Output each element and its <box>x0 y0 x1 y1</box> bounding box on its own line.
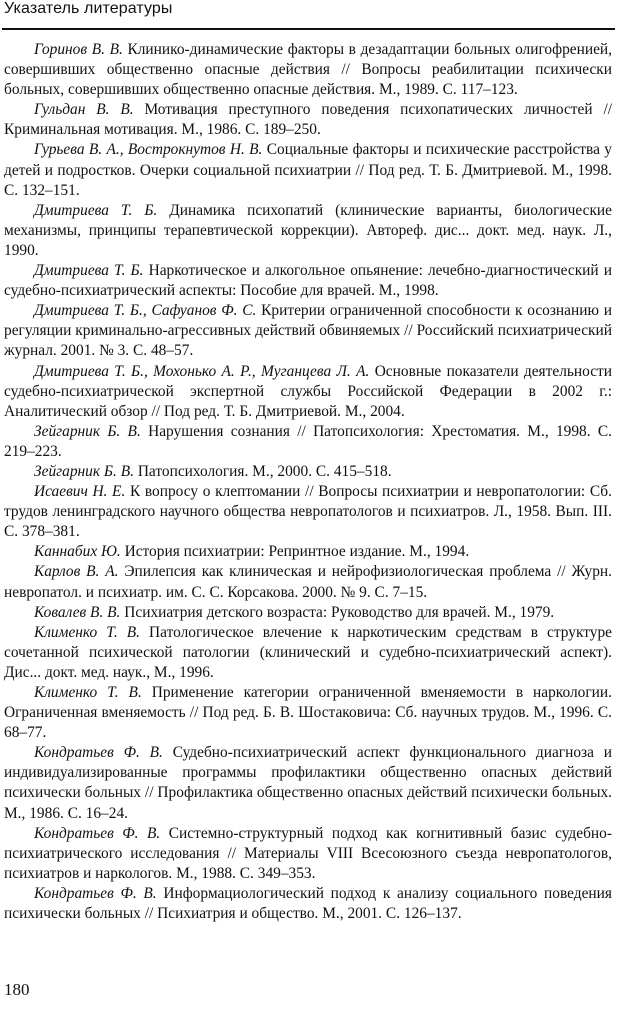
reference-text: Динамика психопатий (клинические варианты, биологические механизмы, принципы терапевтической коррекции). Автореф. дис... докт. мед. наук. Л., 1990. <box>4 201 612 259</box>
header-rule <box>2 28 615 30</box>
reference-author: Ковалев В. В. <box>34 603 121 621</box>
reference-author: Клименко Т. В. <box>34 684 142 701</box>
reference-entry <box>4 462 612 482</box>
reference-entry <box>4 100 612 140</box>
reference-text: Социальные факторы и психические расстройства у детей и подростков. Очерки социальной психиатрии // Под ред. Т. Б. Дмитриевой. М., 1998. С. 132–151. <box>4 141 612 199</box>
reference-author: Зейгарник Б. В. <box>34 462 134 480</box>
reference-author: Кондратьев Ф. В. <box>34 824 161 842</box>
reference-text: Клинико-динамические факторы в дезадаптации больных олигофренией, совершивших общественно опасные действия // Вопросы реабилитации психически больных, совершивших общественно опасные действия. М., 1989. С. 117–123. <box>4 41 612 99</box>
reference-author: Гульдан В. В. <box>34 101 134 119</box>
reference-text: Патопсихология. М., 2000. С. 415–518. <box>137 462 392 480</box>
reference-text: Системно-структурный подход как когнитивный базис судебно-психиатрического исследования // Материалы VIII Всесоюзного съезда невропатологов, психиатров и наркологов. М., 1988. С. 349–353. <box>4 824 612 882</box>
reference-entry <box>4 201 612 261</box>
reference-author: Дмитриева Т. Б. <box>34 201 158 219</box>
reference-entry <box>4 261 612 301</box>
reference-text: Эпилепсия как клиническая и нейрофизиологическая проблема // Журн. невропатол. и психиатр. им. С. С. Корсакова. 2000. № 9. С. 7–15. <box>4 563 613 601</box>
reference-text: Применение категории ограниченной вменяемости в наркологии. Ограниченная вменяемость // Под ред. Б. В. Шостаковича: Сб. научных трудов. М., 1996. С. 68–77. <box>4 684 613 742</box>
reference-text: Психиатрия детского возраста: Руководство для врачей. М., 1979. <box>124 603 555 621</box>
reference-author: Зейгарник Б. В. <box>34 422 141 440</box>
reference-entry <box>4 542 612 562</box>
reference-author: Дмитриева Т. Б., Мохонько А. Р., Муганцева Л. А. <box>34 362 370 380</box>
reference-text: Нарушения сознания // Патопсихология: Хрестоматия. М., 1998. С. 219–223. <box>4 422 612 460</box>
reference-entry <box>4 482 612 542</box>
reference-author: Исаевич Н. Е. <box>34 483 126 501</box>
reference-entry <box>4 301 612 361</box>
reference-author: Кондратьев Ф. В. <box>34 884 157 902</box>
reference-text: Мотивация преступного поведения психопатических личностей // Криминальная мотивация. М., 1986. С. 189–250. <box>4 101 612 139</box>
reference-entry <box>4 603 612 623</box>
reference-entry <box>4 40 612 100</box>
reference-author: Дмитриева Т. Б., Сафуанов Ф. С. <box>34 302 257 320</box>
reference-entry <box>4 422 612 462</box>
reference-entry <box>4 362 612 422</box>
reference-author: Дмитриева Т. Б. <box>34 262 144 280</box>
page-number: 180 <box>4 980 30 999</box>
reference-text: К вопросу о клептомании // Вопросы психиатрии и невропатологии: Сб. трудов ленинградского научного общества невропатологов и психиатров. Л., 1958. Вып. III. С. 378–381. <box>4 483 612 541</box>
reference-entry <box>4 562 612 602</box>
reference-entry <box>4 743 612 823</box>
reference-list <box>4 40 612 924</box>
reference-author: Карлов В. А. <box>34 563 119 581</box>
running-header: Указатель литературы <box>4 0 173 17</box>
reference-entry <box>4 884 612 924</box>
reference-author: Горинов В. В. <box>34 41 123 58</box>
reference-author: Кондратьев Ф. В. <box>34 744 163 762</box>
reference-entry <box>4 824 612 884</box>
reference-text: Информациологический подход к анализу социального поведения психически больных // Психиатрия и общество. М., 2001. С. 126–137. <box>4 884 612 923</box>
reference-text: История психиатрии: Репринтное издание. М., 1994. <box>124 543 470 561</box>
reference-author: Каннабих Ю. <box>34 543 121 561</box>
reference-entry <box>4 683 612 743</box>
reference-author: Клименко Т. В. <box>34 623 140 641</box>
reference-entry <box>4 140 612 200</box>
reference-entry <box>4 623 612 683</box>
reference-author: Гурьева В. А., Вострокнутов Н. В. <box>34 141 263 159</box>
reference-text: Патологическое влечение к наркотическим средствам в структуре сочетанной психической патологии (клинический и судебно-психиатрический аспект). Дис... докт. мед. наук., М., 1996. <box>4 623 612 681</box>
reference-text: Наркотическое и алкогольное опьянение: лечебно-диагностический и судебно-психиатрический аспекты: Пособие для врачей. М., 1998. <box>4 262 612 300</box>
reference-text: Судебно-психиатрический аспект функционального диагноза и индивидуализированные программы профилактики общественно опасных действий психически больных // Профилактика общественно опасных действий психически больных. М., 1986. С. 16–24. <box>4 744 612 822</box>
reference-text: Критерии ограниченной способности к осознанию и регуляции криминально-агрессивных действий обвиняемых // Российский психиатрический журнал. 2001. № 3. С. 48–57. <box>4 302 612 360</box>
reference-text: Основные показатели деятельности судебно-психиатрической экспертной службы Российской Федерации в 2002 г.: Аналитический обзор // Под ред. Т. Б. Дмитриевой. М., 2004. <box>4 362 612 420</box>
